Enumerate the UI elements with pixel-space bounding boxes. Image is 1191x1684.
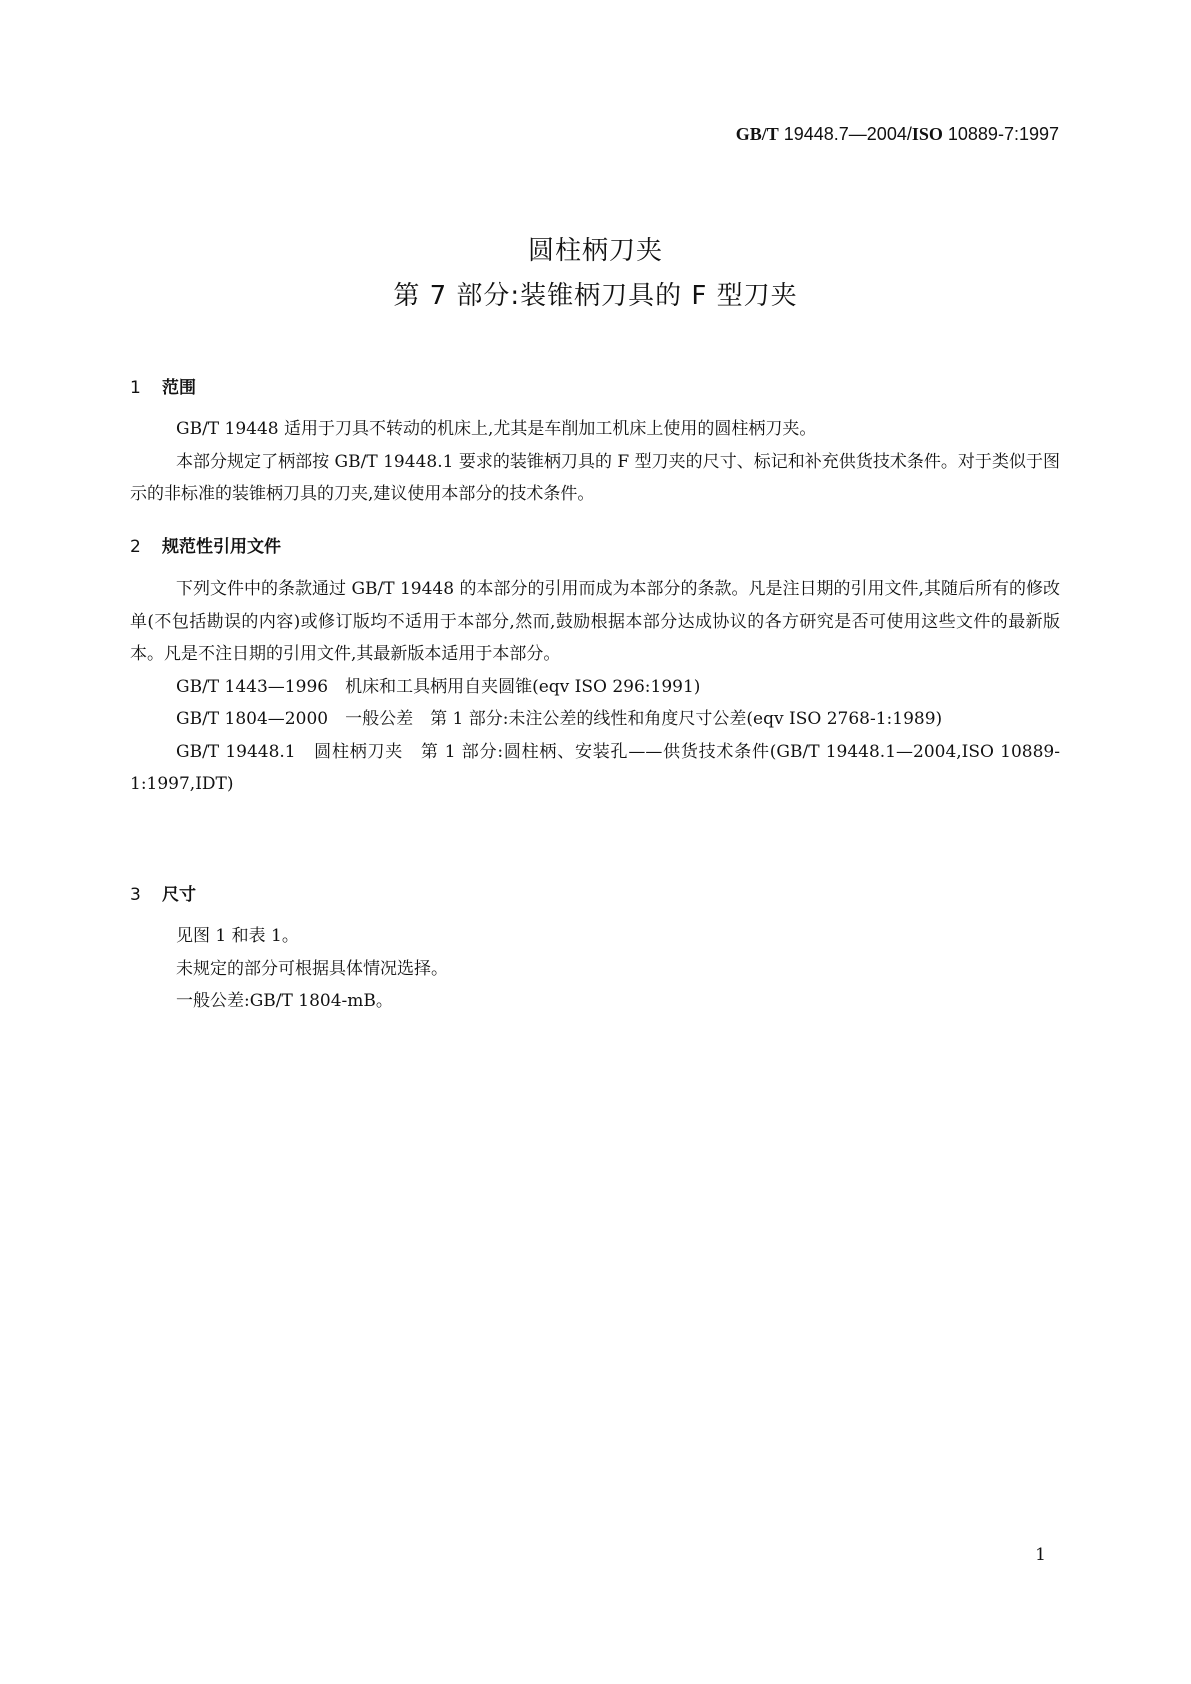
section-1-body [130, 413, 1060, 511]
header-gbt: GB/T [735, 124, 779, 144]
section-3-heading [130, 880, 196, 905]
section-2-body [130, 573, 1060, 801]
document-header [736, 124, 1059, 145]
page-number: 1 [1035, 1545, 1046, 1565]
paragraph: 一般公差:GB/T 1804-mB。 [176, 991, 393, 1011]
section-2-heading [130, 532, 281, 557]
title-line-2: 第 7 部分:装锥柄刀具的 F 型刀夹 [393, 281, 798, 311]
reference-item: GB/T 19448.1 圆柱柄刀夹 第 1 部分:圆柱柄、安装孔——供货技术条件(GB/T 19448.1—2004,ISO 10889-1:1997,IDT) [130, 741, 1060, 794]
paragraph: 未规定的部分可根据具体情况选择。 [176, 958, 448, 979]
section-title: 尺寸 [162, 885, 196, 905]
title-line-1: 圆柱柄刀夹 [527, 236, 663, 266]
paragraph: 下列文件中的条款通过 GB/T 19448 的本部分的引用而成为本部分的条款。凡是注日期的引用文件,其随后所有的修改单(不包括勘误的内容)或修订版均不适用于本部分,然而,鼓励根据本部分达成协议的各方研究是否可使用这些文件的最新版本。凡是不注日期的引用文件,其最新版本适用于本部分。 [130, 579, 1060, 664]
header-number: 19448.7—2004/ [778, 124, 912, 144]
section-number: 3 [130, 885, 141, 905]
header-iso: ISO [911, 124, 943, 144]
section-title: 规范性引用文件 [162, 537, 281, 557]
paragraph: 本部分规定了柄部按 GB/T 19448.1 要求的装锥柄刀具的 F 型刀夹的尺寸、标记和补充供货技术条件。对于类似于图示的非标准的装锥柄刀具的刀夹,建议使用本部分的技术条件。 [130, 451, 1060, 504]
header-iso-number: 10889-7:1997 [942, 124, 1059, 144]
paragraph: 见图 1 和表 1。 [176, 926, 299, 946]
section-number: 1 [130, 378, 141, 398]
section-number: 2 [130, 537, 141, 557]
reference-item: GB/T 1443—1996 机床和工具柄用自夹圆锥(eqv ISO 296:1991) [176, 676, 701, 697]
paragraph: GB/T 19448 适用于刀具不转动的机床上,尤其是车削加工机床上使用的圆柱柄刀夹。 [176, 419, 817, 439]
reference-item: GB/T 1804—2000 一般公差 第 1 部分:未注公差的线性和角度尺寸公差(eqv ISO 2768-1:1989) [176, 709, 943, 729]
section-3-body [130, 920, 1060, 1018]
section-1-heading [130, 373, 196, 398]
section-title: 范围 [162, 378, 196, 398]
